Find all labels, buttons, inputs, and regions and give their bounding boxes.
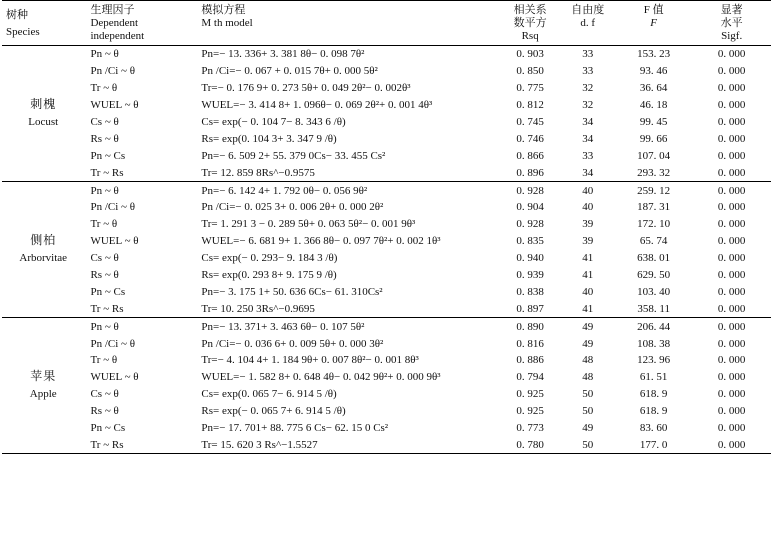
equation-cell: WUEL=− 3. 414 8+ 1. 096θ− 0. 069 2θ²+ 0. 001 4θ³	[201, 99, 433, 112]
significance-cell: 0. 000	[717, 149, 746, 162]
equation-cell: Pn=− 6. 142 4+ 1. 792 0θ− 0. 056 9θ²	[201, 184, 368, 197]
table-row	[2, 267, 771, 284]
header-df-en: d. f	[580, 17, 596, 29]
equation-cell: WUEL=− 1. 582 8+ 0. 648 4θ− 0. 042 9θ²+ 0. 000 9θ³	[201, 371, 441, 384]
df-cell: 33	[582, 65, 594, 78]
significance-cell: 0. 000	[717, 65, 746, 78]
rsq-cell: 0. 928	[516, 218, 544, 231]
significance-cell: 0. 000	[717, 337, 746, 350]
header-equation	[199, 1, 499, 46]
table-row	[2, 300, 771, 317]
f-value-cell: 177. 0	[639, 438, 668, 451]
equation-cell: WUEL=− 6. 681 9+ 1. 366 8θ− 0. 097 7θ²+ 0. 002 1θ³	[201, 235, 441, 248]
rsq-cell: 0. 745	[516, 116, 544, 128]
equation-cell: Tr= 1. 291 3 − 0. 289 5θ+ 0. 063 5θ²− 0. 001 9θ³	[201, 218, 416, 231]
df-cell: 33	[582, 48, 594, 61]
species-name-zh: 侧柏	[30, 233, 57, 248]
f-value-cell: 108. 38	[637, 337, 671, 350]
significance-cell: 0. 000	[717, 99, 746, 112]
df-cell: 41	[582, 252, 594, 265]
significance-cell: 0. 000	[717, 184, 746, 197]
header-sig-zh2: 水平	[720, 17, 743, 29]
f-value-cell: 259. 12	[637, 184, 671, 197]
factor-cell: Rs ~ θ	[90, 132, 119, 145]
header-equation-zh: 模拟方程	[201, 4, 246, 16]
rsq-cell: 0. 850	[516, 65, 544, 78]
table-row	[2, 386, 771, 403]
f-value-cell: 65. 74	[639, 235, 668, 248]
f-value-cell: 358. 11	[637, 302, 670, 315]
rsq-cell: 0. 835	[516, 235, 544, 248]
significance-cell: 0. 000	[717, 82, 746, 95]
f-value-cell: 153. 23	[637, 48, 671, 61]
df-cell: 32	[582, 82, 594, 95]
table-row	[2, 420, 771, 437]
df-cell: 49	[582, 337, 594, 350]
f-value-cell: 172. 10	[637, 218, 671, 231]
significance-cell: 0. 000	[717, 285, 746, 298]
f-value-cell: 83. 60	[639, 422, 668, 435]
header-df-zh: 自由度	[571, 4, 605, 16]
table-row	[2, 46, 771, 63]
significance-cell: 0. 000	[717, 116, 746, 128]
factor-cell: Rs ~ θ	[90, 405, 119, 418]
factor-cell: Tr ~ θ	[90, 82, 118, 95]
significance-cell: 0. 000	[717, 201, 746, 214]
factor-cell: Pn ~ θ	[90, 320, 119, 333]
header-sig-en: Sigf.	[721, 30, 743, 42]
table-row	[2, 114, 771, 131]
f-value-cell: 629. 50	[637, 269, 671, 282]
factor-cell: Pn /Ci ~ θ	[90, 65, 136, 78]
equation-cell: Rs= exp(0. 293 8+ 9. 175 9 /θ)	[201, 269, 337, 282]
factor-cell: Pn /Ci ~ θ	[90, 337, 136, 350]
significance-cell: 0. 000	[717, 235, 746, 248]
f-value-cell: 293. 32	[637, 166, 671, 179]
rsq-cell: 0. 897	[516, 302, 544, 315]
f-value-cell: 638. 01	[637, 252, 671, 265]
table-row	[2, 283, 771, 300]
header-factor-en2: independent	[90, 30, 145, 42]
significance-cell: 0. 000	[717, 371, 746, 384]
header-factor-zh: 生理因子	[90, 4, 135, 16]
significance-cell: 0. 000	[717, 302, 746, 315]
header-f-zh: F 值	[643, 4, 664, 16]
table-row	[2, 369, 771, 386]
table-row	[2, 130, 771, 147]
equation-cell: Pn=− 3. 175 1+ 50. 636 6Cs− 61. 310Cs²	[201, 285, 383, 298]
species-name-en: Apple	[29, 388, 57, 401]
table-row	[2, 318, 771, 335]
table-row	[2, 436, 771, 453]
rsq-cell: 0. 794	[516, 371, 544, 384]
header-r-zh1: 相关系	[513, 4, 547, 16]
significance-cell: 0. 000	[717, 388, 746, 401]
factor-cell: Tr ~ Rs	[90, 302, 124, 315]
species-group	[2, 182, 771, 318]
header-f	[615, 1, 692, 46]
f-value-cell: 206. 44	[637, 320, 671, 333]
table-row	[2, 97, 771, 114]
table-row	[2, 233, 771, 250]
rsq-cell: 0. 816	[516, 337, 544, 350]
df-cell: 39	[582, 235, 594, 248]
df-cell: 32	[582, 99, 594, 112]
equation-cell: Tr=− 0. 176 9+ 0. 273 5θ+ 0. 049 2θ²− 0. 002θ³	[201, 82, 411, 95]
equation-cell: Rs= exp(0. 104 3+ 3. 347 9 /θ)	[201, 132, 337, 145]
equation-cell: Rs= exp(− 0. 065 7+ 6. 914 5 /θ)	[201, 405, 346, 418]
df-cell: 50	[582, 388, 594, 401]
df-cell: 41	[582, 269, 594, 282]
header-r	[500, 1, 561, 46]
equation-cell: Cs= exp(− 0. 104 7− 8. 343 6 /θ)	[201, 116, 346, 128]
table-header	[2, 1, 771, 46]
f-value-cell: 36. 64	[639, 82, 668, 95]
df-cell: 49	[582, 422, 594, 435]
species-name-en: Locust	[28, 116, 59, 129]
header-df	[560, 1, 614, 46]
significance-cell: 0. 000	[717, 405, 746, 418]
factor-cell: WUEL ~ θ	[90, 99, 139, 112]
rsq-cell: 0. 939	[516, 269, 544, 282]
species-group	[2, 46, 771, 182]
rsq-cell: 0. 904	[516, 201, 544, 214]
f-value-cell: 99. 66	[639, 132, 668, 145]
header-factor	[84, 1, 199, 46]
df-cell: 34	[582, 166, 594, 179]
factor-cell: WUEL ~ θ	[90, 371, 139, 384]
species-name-zh: 苹果	[30, 369, 57, 384]
factor-cell: Pn /Ci ~ θ	[90, 201, 136, 214]
df-cell: 40	[582, 201, 594, 214]
species-group	[2, 318, 771, 454]
f-value-cell: 187. 31	[637, 201, 671, 214]
equation-cell: Pn=− 17. 701+ 88. 775 6 Cs− 62. 15 0 Cs²	[201, 422, 389, 435]
factor-cell: Rs ~ θ	[90, 269, 119, 282]
df-cell: 40	[582, 184, 594, 197]
df-cell: 40	[582, 285, 594, 298]
f-value-cell: 107. 04	[637, 149, 671, 162]
factor-cell: Tr ~ θ	[90, 354, 118, 367]
factor-cell: Tr ~ Rs	[90, 166, 124, 179]
factor-cell: Tr ~ Rs	[90, 438, 124, 451]
factor-cell: Cs ~ θ	[90, 388, 119, 401]
table-row	[2, 63, 771, 80]
rsq-cell: 0. 746	[516, 132, 544, 145]
table-row	[2, 216, 771, 233]
df-cell: 41	[582, 302, 594, 315]
header-factor-en1: Dependent	[90, 17, 139, 29]
factor-cell: Cs ~ θ	[90, 116, 119, 128]
factor-cell: Pn ~ θ	[90, 48, 119, 61]
equation-cell: Tr= 15. 620 3 Rs^−1.5527	[201, 438, 318, 451]
table-row	[2, 352, 771, 369]
table-row	[2, 403, 771, 420]
table-row	[2, 182, 771, 199]
table-row	[2, 335, 771, 352]
factor-cell: WUEL ~ θ	[90, 235, 139, 248]
rsq-cell: 0. 886	[516, 354, 544, 367]
header-sig	[692, 1, 771, 46]
header-f-en: F	[650, 17, 658, 29]
factor-cell: Tr ~ θ	[90, 218, 118, 231]
factor-cell: Pn ~ θ	[90, 184, 119, 197]
rsq-cell: 0. 838	[516, 285, 544, 298]
significance-cell: 0. 000	[717, 252, 746, 265]
equation-cell: Pn=− 13. 336+ 3. 381 8θ− 0. 098 7θ²	[201, 48, 365, 61]
f-value-cell: 46. 18	[639, 99, 668, 112]
header-r-en: Rsq	[521, 30, 539, 42]
factor-cell: Pn ~ Cs	[90, 422, 126, 435]
significance-cell: 0. 000	[717, 354, 746, 367]
header-r-zh2: 数平方	[513, 17, 547, 29]
f-value-cell: 618. 9	[639, 405, 668, 418]
factor-cell: Pn ~ Cs	[90, 285, 126, 298]
rsq-cell: 0. 773	[516, 422, 544, 435]
factor-cell: Pn ~ Cs	[90, 149, 126, 162]
rsq-cell: 0. 896	[516, 166, 544, 179]
f-value-cell: 123. 96	[637, 354, 671, 367]
equation-cell: Tr= 12. 859 8Rs^−0.9575	[201, 166, 315, 179]
table-row	[2, 80, 771, 97]
table-row	[2, 147, 771, 164]
significance-cell: 0. 000	[717, 48, 746, 61]
table-row	[2, 250, 771, 267]
df-cell: 49	[582, 320, 594, 333]
significance-cell: 0. 000	[717, 438, 746, 451]
significance-cell: 0. 000	[717, 218, 746, 231]
regression-table	[2, 0, 771, 454]
rsq-cell: 0. 928	[516, 184, 544, 197]
df-cell: 33	[582, 149, 594, 162]
significance-cell: 0. 000	[717, 166, 746, 179]
species-cell	[2, 46, 84, 182]
header-species	[2, 1, 84, 46]
rsq-cell: 0. 866	[516, 149, 544, 162]
f-value-cell: 61. 51	[639, 371, 668, 384]
f-value-cell: 99. 45	[639, 116, 668, 128]
equation-cell: Tr=− 4. 104 4+ 1. 184 9θ+ 0. 007 8θ²− 0. 001 8θ³	[201, 354, 419, 367]
significance-cell: 0. 000	[717, 269, 746, 282]
species-name-zh: 刺槐	[30, 97, 57, 112]
equation-cell: Pn=− 6. 509 2+ 55. 379 0Cs− 33. 455 Cs²	[201, 149, 386, 162]
df-cell: 34	[582, 132, 594, 145]
rsq-cell: 0. 903	[516, 48, 544, 61]
rsq-cell: 0. 925	[516, 405, 544, 418]
equation-cell: Pn /Ci=− 0. 025 3+ 0. 006 2θ+ 0. 000 2θ²	[201, 201, 384, 214]
header-species-en: Species	[6, 25, 40, 38]
df-cell: 39	[582, 218, 594, 231]
rsq-cell: 0. 780	[516, 438, 544, 451]
equation-cell: Pn /Ci=− 0. 036 6+ 0. 009 5θ+ 0. 000 3θ²	[201, 337, 384, 350]
equation-cell: Tr= 10. 250 3Rs^−0.9695	[201, 302, 315, 315]
equation-cell: Cs= exp(− 0. 293− 9. 184 3 /θ)	[201, 252, 338, 265]
table-row	[2, 164, 771, 181]
rsq-cell: 0. 940	[516, 252, 544, 265]
rsq-cell: 0. 775	[516, 82, 544, 95]
significance-cell: 0. 000	[717, 320, 746, 333]
rsq-cell: 0. 890	[516, 320, 544, 333]
species-cell	[2, 182, 84, 318]
factor-cell: Cs ~ θ	[90, 252, 119, 265]
header-sig-zh1: 显著	[720, 4, 743, 16]
rsq-cell: 0. 925	[516, 388, 544, 401]
f-value-cell: 103. 40	[637, 285, 671, 298]
df-cell: 48	[582, 371, 594, 384]
species-name-en: Arborvitae	[19, 252, 68, 265]
f-value-cell: 93. 46	[639, 65, 668, 78]
df-cell: 34	[582, 116, 594, 128]
header-species-zh: 树种	[6, 8, 28, 21]
species-cell	[2, 318, 84, 454]
significance-cell: 0. 000	[717, 132, 746, 145]
equation-cell: Cs= exp(0. 065 7− 6. 914 5 /θ)	[201, 388, 337, 401]
significance-cell: 0. 000	[717, 422, 746, 435]
table-row	[2, 199, 771, 216]
rsq-cell: 0. 812	[516, 99, 544, 112]
header-equation-en: M th model	[201, 17, 253, 29]
equation-cell: Pn=− 13. 371+ 3. 463 6θ− 0. 107 5θ²	[201, 320, 365, 333]
df-cell: 50	[582, 438, 594, 451]
equation-cell: Pn /Ci=− 0. 067 + 0. 015 7θ+ 0. 000 5θ²	[201, 65, 378, 78]
df-cell: 50	[582, 405, 594, 418]
f-value-cell: 618. 9	[639, 388, 668, 401]
df-cell: 48	[582, 354, 594, 367]
